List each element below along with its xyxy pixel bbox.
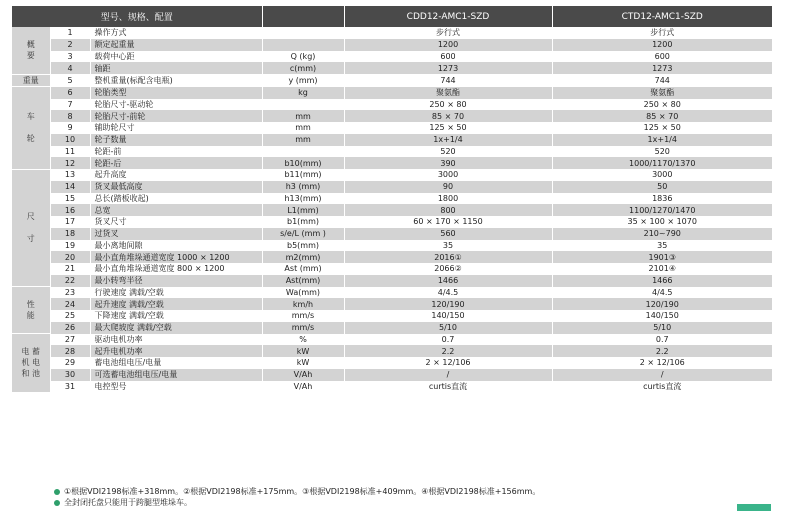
table-row (12, 357, 772, 369)
row-name: 货叉尺寸 (90, 216, 262, 228)
row-name: 最小直角堆垛通道宽度 800 × 1200 (90, 263, 262, 275)
row-value-b: 125 × 50 (552, 122, 772, 134)
row-unit: mm (262, 134, 344, 146)
group-label: 性 能 (12, 287, 50, 334)
row-value-b: 1x+1/4 (552, 134, 772, 146)
row-number: 7 (50, 99, 90, 111)
table-row (12, 334, 772, 346)
row-number: 4 (50, 62, 90, 74)
row-value-b: 2 × 12/106 (552, 357, 772, 369)
row-value-a: 35 (344, 240, 552, 252)
row-value-b: 744 (552, 74, 772, 87)
row-name: 轮胎尺寸-驱动轮 (90, 99, 262, 111)
table-row (12, 381, 772, 393)
row-number: 24 (50, 298, 90, 310)
table-row (12, 322, 772, 334)
row-value-a: 250 × 80 (344, 99, 552, 111)
table-row (12, 345, 772, 357)
row-name: 起升高度 (90, 169, 262, 181)
row-value-b: 2101④ (552, 263, 772, 275)
row-name: 整机重量(标配含电瓶) (90, 74, 262, 87)
row-unit: mm (262, 110, 344, 122)
row-value-a: 390 (344, 157, 552, 169)
row-name: 过货叉 (90, 228, 262, 240)
row-value-b: 1273 (552, 62, 772, 74)
row-unit (262, 146, 344, 158)
row-number: 28 (50, 345, 90, 357)
row-number: 8 (50, 110, 90, 122)
row-value-a: 3000 (344, 169, 552, 181)
row-value-b: 步行式 (552, 27, 772, 39)
row-value-a: 5/10 (344, 322, 552, 334)
table-row (12, 193, 772, 205)
row-value-a: 520 (344, 146, 552, 158)
table-row (12, 157, 772, 169)
row-value-b: 3000 (552, 169, 772, 181)
row-value-b: 35 × 100 × 1070 (552, 216, 772, 228)
row-unit: mm/s (262, 322, 344, 334)
group-label: 尺 寸 (12, 169, 50, 287)
row-number: 9 (50, 122, 90, 134)
row-number: 13 (50, 169, 90, 181)
row-value-a: 2 × 12/106 (344, 357, 552, 369)
row-unit: s/e/L (mm ) (262, 228, 344, 240)
row-value-a: 140/150 (344, 310, 552, 322)
row-value-b: 140/150 (552, 310, 772, 322)
row-number: 5 (50, 74, 90, 87)
row-value-a: 744 (344, 74, 552, 87)
row-unit: h13(mm) (262, 193, 344, 205)
row-value-b: 2.2 (552, 345, 772, 357)
row-value-a: / (344, 369, 552, 381)
table-row (12, 204, 772, 216)
row-unit: b5(mm) (262, 240, 344, 252)
footnote-2 (54, 497, 540, 508)
row-value-b: 520 (552, 146, 772, 158)
header-model-b: CTD12-AMC1-SZD (552, 6, 772, 27)
accent-tab (737, 504, 771, 511)
row-number: 19 (50, 240, 90, 252)
row-unit: c(mm) (262, 62, 344, 74)
row-value-b: 4/4.5 (552, 287, 772, 299)
row-name: 轮胎尺寸-前轮 (90, 110, 262, 122)
table-row (12, 51, 772, 63)
row-value-a: 125 × 50 (344, 122, 552, 134)
row-unit: kW (262, 357, 344, 369)
row-value-a: curtis直流 (344, 381, 552, 393)
row-unit: b11(mm) (262, 169, 344, 181)
table-row (12, 110, 772, 122)
row-unit: mm (262, 122, 344, 134)
footnote-1 (54, 486, 540, 497)
row-name: 最大爬坡度 满载/空载 (90, 322, 262, 334)
row-unit: b1(mm) (262, 216, 344, 228)
row-name: 起升速度 满载/空载 (90, 298, 262, 310)
table-row (12, 228, 772, 240)
row-unit: Ast (mm) (262, 263, 344, 275)
table-row (12, 74, 772, 87)
row-value-b: / (552, 369, 772, 381)
row-value-a: 1800 (344, 193, 552, 205)
row-value-b: 0.7 (552, 334, 772, 346)
row-value-a: 120/190 (344, 298, 552, 310)
footnote-2-text: 全封闭托盘只能用于跨腿型堆垛车。 (64, 498, 192, 507)
table-row (12, 169, 772, 181)
row-number: 14 (50, 181, 90, 193)
table-row (12, 62, 772, 74)
row-number: 21 (50, 263, 90, 275)
row-number: 29 (50, 357, 90, 369)
row-unit: V/Ah (262, 381, 344, 393)
row-name: 蓄电池组电压/电量 (90, 357, 262, 369)
row-name: 货叉最低高度 (90, 181, 262, 193)
row-name: 行驶速度 满载/空载 (90, 287, 262, 299)
header-model-a: CDD12-AMC1-SZD (344, 6, 552, 27)
table-row (12, 287, 772, 299)
row-unit: b10(mm) (262, 157, 344, 169)
bullet-icon (54, 489, 60, 495)
row-value-b: 600 (552, 51, 772, 63)
table-header-row (12, 6, 772, 27)
table-row (12, 275, 772, 287)
row-value-a: 2066② (344, 263, 552, 275)
row-value-a: 1x+1/4 (344, 134, 552, 146)
row-name: 轮子数量 (90, 134, 262, 146)
table-row (12, 240, 772, 252)
row-value-b: 35 (552, 240, 772, 252)
row-name: 轮距-前 (90, 146, 262, 158)
row-name: 轮胎类型 (90, 87, 262, 99)
row-value-b: 聚氨酯 (552, 87, 772, 99)
row-name: 电控型号 (90, 381, 262, 393)
row-number: 3 (50, 51, 90, 63)
spec-body (12, 27, 772, 392)
row-number: 31 (50, 381, 90, 393)
table-row (12, 146, 772, 158)
row-unit: Wa(mm) (262, 287, 344, 299)
group-label: 重量 (12, 74, 50, 87)
row-unit: kg (262, 87, 344, 99)
table-row (12, 251, 772, 263)
row-number: 1 (50, 27, 90, 39)
row-value-a: 90 (344, 181, 552, 193)
row-name: 起升电机功率 (90, 345, 262, 357)
row-unit: Ast(mm) (262, 275, 344, 287)
row-value-a: 1466 (344, 275, 552, 287)
row-name: 载荷中心距 (90, 51, 262, 63)
group-label: 概 要 (12, 27, 50, 74)
row-value-a: 聚氨酯 (344, 87, 552, 99)
row-value-b: 1100/1270/1470 (552, 204, 772, 216)
table-row (12, 310, 772, 322)
row-name: 可选蓄电池组电压/电量 (90, 369, 262, 381)
row-value-a: 85 × 70 (344, 110, 552, 122)
row-value-a: 2016① (344, 251, 552, 263)
row-unit: y (mm) (262, 74, 344, 87)
spec-table (12, 6, 772, 393)
table-row (12, 87, 772, 99)
row-number: 20 (50, 251, 90, 263)
row-value-b: 250 × 80 (552, 99, 772, 111)
group-label: 电 蓄 机 电 和 池 (12, 334, 50, 393)
table-row (12, 298, 772, 310)
row-unit: mm/s (262, 310, 344, 322)
row-name: 操作方式 (90, 27, 262, 39)
row-name: 总宽 (90, 204, 262, 216)
row-value-a: 560 (344, 228, 552, 240)
row-unit: h3 (mm) (262, 181, 344, 193)
row-number: 27 (50, 334, 90, 346)
row-value-b: 1000/1170/1370 (552, 157, 772, 169)
row-number: 2 (50, 39, 90, 51)
row-value-a: 1273 (344, 62, 552, 74)
row-unit: V/Ah (262, 369, 344, 381)
row-unit (262, 99, 344, 111)
header-unit-blank (262, 6, 344, 27)
row-value-b: curtis直流 (552, 381, 772, 393)
row-name: 额定起重量 (90, 39, 262, 51)
row-value-a: 800 (344, 204, 552, 216)
row-name: 最小直角堆垛通道宽度 1000 × 1200 (90, 251, 262, 263)
table-row (12, 263, 772, 275)
table-row (12, 369, 772, 381)
row-number: 11 (50, 146, 90, 158)
row-value-a: 60 × 170 × 1150 (344, 216, 552, 228)
row-unit: % (262, 334, 344, 346)
row-number: 18 (50, 228, 90, 240)
row-unit: m2(mm) (262, 251, 344, 263)
row-name: 最小转弯半径 (90, 275, 262, 287)
row-unit: kW (262, 345, 344, 357)
row-name: 辅助轮尺寸 (90, 122, 262, 134)
row-value-b: 1901③ (552, 251, 772, 263)
table-row (12, 181, 772, 193)
header-spec-title: 型号、规格、配置 (12, 6, 262, 27)
row-number: 12 (50, 157, 90, 169)
row-value-b: 120/190 (552, 298, 772, 310)
row-name: 总长(踏板收起) (90, 193, 262, 205)
bullet-icon (54, 500, 60, 506)
row-value-a: 0.7 (344, 334, 552, 346)
row-value-a: 2.2 (344, 345, 552, 357)
table-row (12, 99, 772, 111)
row-value-b: 5/10 (552, 322, 772, 334)
footnote-1-text: ①根据VDI2198标准+318mm。②根据VDI2198标准+175mm。③根据VDI2198标准+409mm。④根据VDI2198标准+156mm。 (64, 487, 541, 496)
row-number: 26 (50, 322, 90, 334)
row-name: 轴距 (90, 62, 262, 74)
row-value-a: 步行式 (344, 27, 552, 39)
row-number: 10 (50, 134, 90, 146)
table-row (12, 27, 772, 39)
row-number: 17 (50, 216, 90, 228)
row-value-b: 1466 (552, 275, 772, 287)
row-value-b: 210~790 (552, 228, 772, 240)
row-number: 22 (50, 275, 90, 287)
row-unit (262, 39, 344, 51)
row-number: 16 (50, 204, 90, 216)
row-value-b: 1200 (552, 39, 772, 51)
row-value-a: 1200 (344, 39, 552, 51)
row-value-b: 50 (552, 181, 772, 193)
row-name: 驱动电机功率 (90, 334, 262, 346)
group-label: 车 轮 (12, 87, 50, 169)
row-unit (262, 27, 344, 39)
row-unit: Q (kg) (262, 51, 344, 63)
row-number: 25 (50, 310, 90, 322)
table-row (12, 122, 772, 134)
row-name: 轮距-后 (90, 157, 262, 169)
row-value-a: 4/4.5 (344, 287, 552, 299)
table-row (12, 39, 772, 51)
row-unit: km/h (262, 298, 344, 310)
row-value-a: 600 (344, 51, 552, 63)
footnotes (54, 486, 540, 508)
table-row (12, 134, 772, 146)
row-number: 15 (50, 193, 90, 205)
row-name: 最小离地间隙 (90, 240, 262, 252)
row-number: 23 (50, 287, 90, 299)
row-name: 下降速度 满载/空载 (90, 310, 262, 322)
table-row (12, 216, 772, 228)
row-unit: L1(mm) (262, 204, 344, 216)
row-number: 30 (50, 369, 90, 381)
row-number: 6 (50, 87, 90, 99)
row-value-b: 1836 (552, 193, 772, 205)
row-value-b: 85 × 70 (552, 110, 772, 122)
